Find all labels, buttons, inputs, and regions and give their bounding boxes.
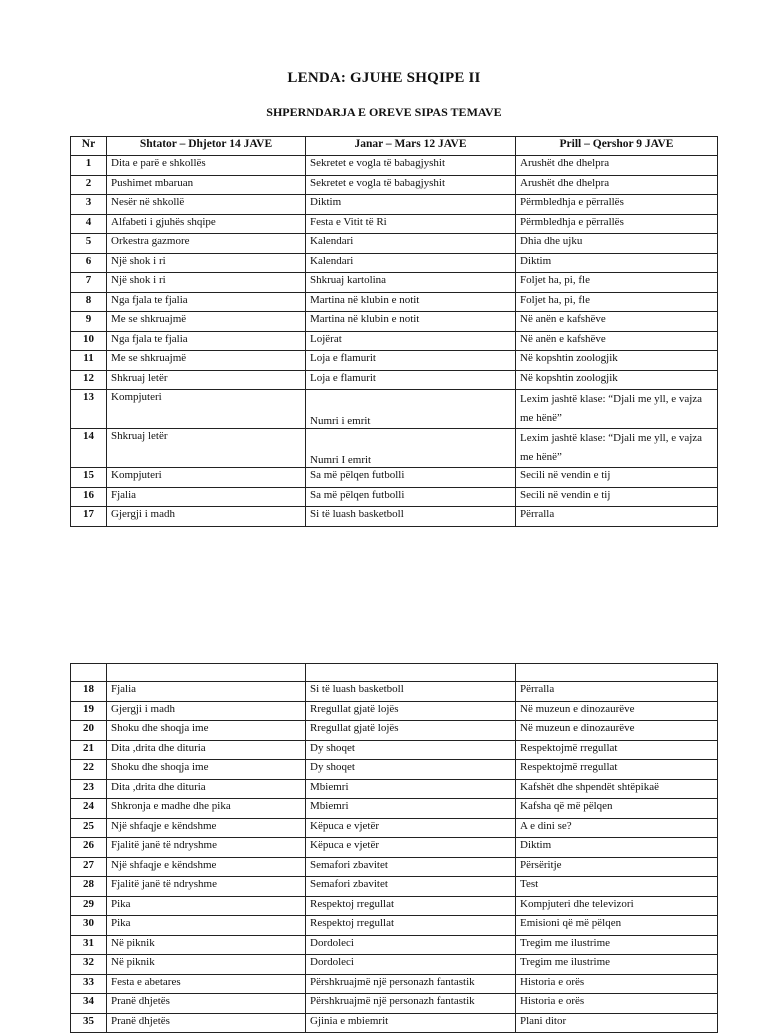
row-number: 8 [71,292,107,312]
row-number: 11 [71,351,107,371]
term2-topic: Përshkruajmë një personazh fantastik [306,974,516,994]
term3-topic: Lexim jashtë klase: “Djali me yll, e vajza me hënë” [516,429,718,468]
term3-topic: Foljet ha, pi, fle [516,292,718,312]
table-row [71,214,718,234]
row-number: 27 [71,857,107,877]
term3-topic: Kompjuteri dhe televizori [516,896,718,916]
table-row [71,175,718,195]
table-row [71,468,718,488]
term3-topic: Test [516,877,718,897]
term3-topic: Secili në vendin e tij [516,468,718,488]
term3-topic: Arushët dhe dhelpra [516,175,718,195]
table-row [71,877,718,897]
term1-topic: Kompjuteri [107,390,306,429]
term1-topic: Në piknik [107,955,306,975]
term3-topic: Tregim me ilustrime [516,955,718,975]
header-nr: Nr [71,137,107,156]
row-number: 12 [71,370,107,390]
row-number: 19 [71,701,107,721]
table-row [71,312,718,332]
schedule-table-1 [70,136,718,527]
row-number: 25 [71,818,107,838]
term1-topic: Me se shkruajmë [107,312,306,332]
empty-cell [107,664,306,682]
term1-topic: Shkruaj letër [107,429,306,468]
term1-topic: Pika [107,896,306,916]
header-term-2: Janar – Mars 12 JAVE [306,137,516,156]
term2-topic: Si të luash basketboll [306,682,516,702]
row-number: 3 [71,195,107,215]
term3-topic: Përmbledhja e përrallës [516,195,718,215]
term2-topic: Gjinia e mbiemrit [306,1013,516,1033]
empty-cell [516,664,718,682]
row-number: 17 [71,507,107,527]
term3-topic: Lexim jashtë klase: “Djali me yll, e vajza me hënë” [516,390,718,429]
table-row [71,370,718,390]
term2-topic: Numri I emrit [306,429,516,468]
empty-cell [306,664,516,682]
header-term-3: Prill – Qershor 9 JAVE [516,137,718,156]
term2-topic: Dordoleci [306,955,516,975]
term1-topic: Fjalia [107,682,306,702]
term2-topic: Sekretet e vogla të babagjyshit [306,156,516,176]
row-number: 31 [71,935,107,955]
table-row [71,994,718,1014]
term1-topic: Shoku dhe shoqja ime [107,721,306,741]
term2-topic: Semafori zbavitet [306,857,516,877]
term2-topic: Diktim [306,195,516,215]
row-number: 14 [71,429,107,468]
term1-topic: Një shfaqje e këndshme [107,857,306,877]
term2-topic: Këpuca e vjetër [306,818,516,838]
table-row [71,955,718,975]
row-number: 6 [71,253,107,273]
term3-topic: Arushët dhe dhelpra [516,156,718,176]
term1-topic: Pika [107,916,306,936]
term2-topic: Mbiemri [306,799,516,819]
table-row [71,195,718,215]
term2-topic: Si të luash basketboll [306,507,516,527]
term2-topic: Dy shoqet [306,760,516,780]
empty-header-row [71,664,718,682]
row-number: 30 [71,916,107,936]
term1-topic: Pranë dhjetës [107,1013,306,1033]
term3-topic: Në anën e kafshëve [516,312,718,332]
term2-topic: Kalendari [306,234,516,254]
term3-topic: Kafsha që më pëlqen [516,799,718,819]
term2-topic: Semafori zbavitet [306,877,516,897]
term1-topic: Një shok i ri [107,253,306,273]
row-number: 16 [71,487,107,507]
term1-topic: Fjalitë janë të ndryshme [107,877,306,897]
term2-topic: Martina në klubin e notit [306,292,516,312]
term1-topic: Një shfaqje e këndshme [107,818,306,838]
table-row [71,351,718,371]
row-number: 18 [71,682,107,702]
term1-topic: Pushimet mbaruan [107,175,306,195]
term2-topic: Sekretet e vogla të babagjyshit [306,175,516,195]
table-row [71,253,718,273]
row-number: 4 [71,214,107,234]
term2-topic: Respektoj rregullat [306,916,516,936]
table-row [71,1013,718,1033]
row-number: 32 [71,955,107,975]
term1-topic: Pranë dhjetës [107,994,306,1014]
page-subtitle: SHPERNDARJA E OREVE SIPAS TEMAVE [266,105,502,119]
term1-topic: Festa e abetares [107,974,306,994]
term3-topic: Diktim [516,838,718,858]
table-row [71,935,718,955]
term2-topic: Loja e flamurit [306,370,516,390]
table-row [71,916,718,936]
table-row [71,838,718,858]
table-row [71,487,718,507]
term1-topic: Dita e parë e shkollës [107,156,306,176]
term1-topic: Shkronja e madhe dhe pika [107,799,306,819]
term3-topic: Në kopshtin zoologjik [516,351,718,371]
term1-topic: Dita ,drita dhe dituria [107,779,306,799]
term3-topic: Plani ditor [516,1013,718,1033]
term1-topic: Shkruaj letër [107,370,306,390]
term2-topic: Dordoleci [306,935,516,955]
schedule-table-2 [70,663,718,1033]
table-row [71,896,718,916]
row-number: 1 [71,156,107,176]
term3-topic: Në anën e kafshëve [516,331,718,351]
term1-topic: Nesër në shkollë [107,195,306,215]
term3-topic: Historia e orës [516,974,718,994]
table-row [71,799,718,819]
table-row [71,292,718,312]
term2-topic: Sa më pëlqen futbolli [306,487,516,507]
term3-topic: Secili në vendin e tij [516,487,718,507]
row-number: 22 [71,760,107,780]
term3-topic: Respektojmë rregullat [516,760,718,780]
term3-topic: Në muzeun e dinozaurëve [516,721,718,741]
row-number: 29 [71,896,107,916]
term3-topic: Përsëritje [516,857,718,877]
row-number: 9 [71,312,107,332]
table-row [71,760,718,780]
term3-topic: Tregim me ilustrime [516,935,718,955]
term2-topic: Kalendari [306,253,516,273]
row-number: 20 [71,721,107,741]
table-row [71,701,718,721]
term3-topic: Diktim [516,253,718,273]
term1-topic: Fjalitë janë të ndryshme [107,838,306,858]
term1-topic: Në piknik [107,935,306,955]
term1-topic: Nga fjala te fjalia [107,331,306,351]
term3-topic: Dhia dhe ujku [516,234,718,254]
row-number: 24 [71,799,107,819]
term2-topic: Numri i emrit [306,390,516,429]
term2-topic: Shkruaj kartolina [306,273,516,293]
term2-topic: Rregullat gjatë lojës [306,701,516,721]
row-number: 35 [71,1013,107,1033]
row-number: 28 [71,877,107,897]
table-row [71,234,718,254]
term3-topic: Emisioni që më pëlqen [516,916,718,936]
term2-topic: Loja e flamurit [306,351,516,371]
term1-topic: Shoku dhe shoqja ime [107,760,306,780]
table-row [71,974,718,994]
table-row [71,779,718,799]
term1-topic: Nga fjala te fjalia [107,292,306,312]
term1-topic: Fjalia [107,487,306,507]
term3-topic: Foljet ha, pi, fle [516,273,718,293]
row-number: 33 [71,974,107,994]
table-row [71,390,718,429]
term3-topic: Në muzeun e dinozaurëve [516,701,718,721]
row-number: 2 [71,175,107,195]
term2-topic: Sa më pëlqen futbolli [306,468,516,488]
term2-topic: Rregullat gjatë lojës [306,721,516,741]
term3-topic: Respektojmë rregullat [516,740,718,760]
table-row [71,818,718,838]
term3-topic: Në kopshtin zoologjik [516,370,718,390]
term1-topic: Alfabeti i gjuhës shqipe [107,214,306,234]
term3-topic: Historia e orës [516,994,718,1014]
table-row [71,331,718,351]
table-row [71,721,718,741]
term1-topic: Gjergji i madh [107,701,306,721]
term2-topic: Përshkruajmë një personazh fantastik [306,994,516,1014]
term3-topic: Kafshët dhe shpendët shtëpikaë [516,779,718,799]
term2-topic: Dy shoqet [306,740,516,760]
term1-topic: Një shok i ri [107,273,306,293]
row-number: 26 [71,838,107,858]
term1-topic: Kompjuteri [107,468,306,488]
row-number: 13 [71,390,107,429]
term1-topic: Gjergji i madh [107,507,306,527]
term1-topic: Orkestra gazmore [107,234,306,254]
empty-cell [71,664,107,682]
row-number: 23 [71,779,107,799]
row-number: 10 [71,331,107,351]
row-number: 21 [71,740,107,760]
term2-topic: Festa e Vitit të Ri [306,214,516,234]
term3-topic: Përralla [516,682,718,702]
table-row [71,156,718,176]
row-number: 7 [71,273,107,293]
table-row [71,507,718,527]
term2-topic: Respektoj rregullat [306,896,516,916]
row-number: 15 [71,468,107,488]
term1-topic: Me se shkruajmë [107,351,306,371]
term3-topic: Përralla [516,507,718,527]
page-title: LENDA: GJUHE SHQIPE II [287,70,481,86]
row-number: 34 [71,994,107,1014]
header-row [71,137,718,156]
term2-topic: Këpuca e vjetër [306,838,516,858]
term2-topic: Lojërat [306,331,516,351]
table-row [71,429,718,468]
table-row [71,857,718,877]
row-number: 5 [71,234,107,254]
table-row [71,740,718,760]
header-term-1: Shtator – Dhjetor 14 JAVE [107,137,306,156]
term3-topic: Përmbledhja e përrallës [516,214,718,234]
term1-topic: Dita ,drita dhe dituria [107,740,306,760]
table-row [71,682,718,702]
term3-topic: A e dini se? [516,818,718,838]
term2-topic: Mbiemri [306,779,516,799]
term2-topic: Martina në klubin e notit [306,312,516,332]
table-row [71,273,718,293]
